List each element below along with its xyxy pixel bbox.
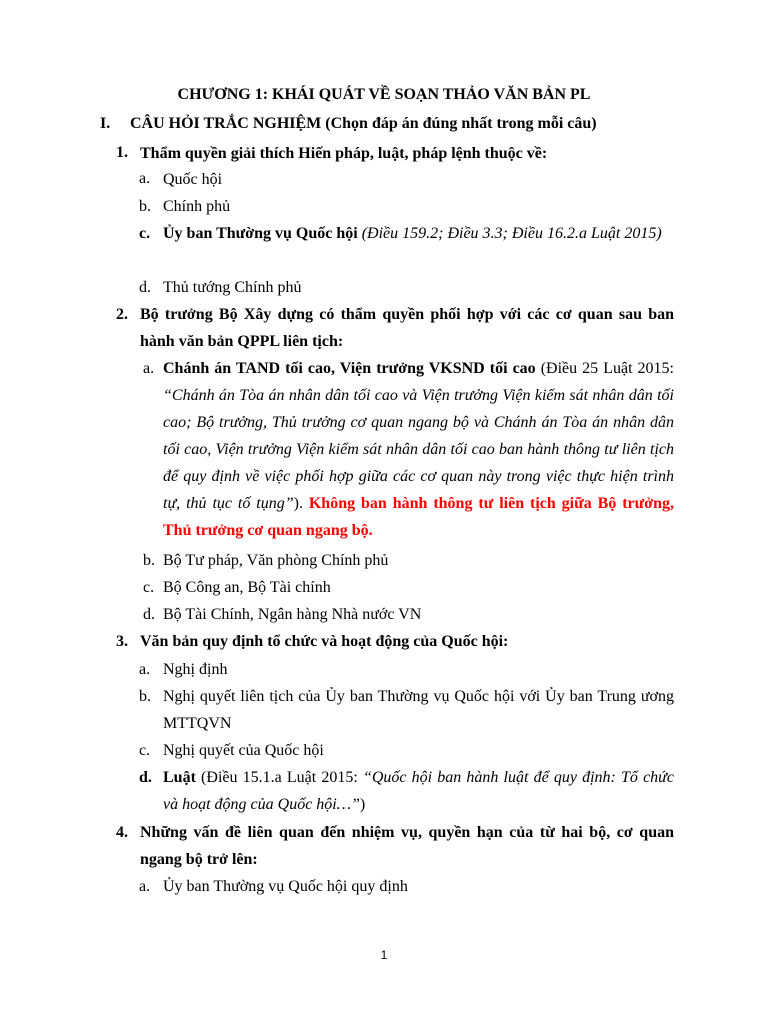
q3-option-d-ref-close: ) [359,796,366,813]
question-1-text: Thẩm quyền giải thích Hiến pháp, luật, pháp lệnh thuộc về: [140,145,548,162]
q2-option-d-letter: d. [143,606,155,623]
q1-option-c-letter: c. [139,225,151,242]
q3-option-d-ref-open: (Điều 15.1.a Luật 2015: [195,769,363,786]
q2-option-a-quote: “Chánh án Tòa án nhân dân tối cao và Viện trưởng Viện kiểm sát nhân dân tối cao; Bộ trưởng, Thủ trưởng cơ quan ngang bộ và Chánh án Tòa án nhân dân tối cao, Viện trưởng Viện kiểm sát nhân dân tối cao ban hành thông tư liên tịch để quy định về việc phối hợp giữa các cơ quan này trong việc thực hiện trình tự, thủ tục tố tụng” [163,387,674,512]
q1-option-c-answer: Ủy ban Thường vụ Quốc hội [163,225,358,242]
q2-option-a-ref-close: ). [293,495,309,512]
q1-option-a-letter: a. [139,170,151,187]
q1-option-d-text: Thủ tướng Chính phủ [163,279,302,296]
q2-option-d-text: Bộ Tài Chính, Ngân hàng Nhà nước VN [163,606,422,623]
q2-option-a-ref-open: (Điều 25 Luật 2015: [535,360,674,377]
section-title: CÂU HỎI TRẮC NGHIỆM (Chọn đáp án đúng nhất trong mỗi câu) [130,115,597,132]
q3-option-d-quote: “Quốc hội ban hành luật để quy định: Tổ chức và hoạt động của Quốc hội…” [163,769,674,813]
q4-option-a-text: Ủy ban Thường vụ Quốc hội quy định [163,878,408,895]
q1-option-c-text [163,220,674,247]
question-3-number: 3. [116,633,128,650]
q2-option-a-answer: Chánh án TAND tối cao, Viện trưởng VKSND tối cao [163,360,536,377]
question-2-number: 2. [116,306,128,323]
question-3-text: Văn bản quy định tổ chức và hoạt động của Quốc hội: [140,633,509,650]
q3-option-d-letter: d. [139,769,152,786]
q2-option-b-letter: b. [143,552,155,569]
q2-option-a-text [163,355,674,544]
q3-option-a-letter: a. [139,661,151,678]
question-4-text: Những vấn đề liên quan đến nhiệm vụ, quyền hạn của từ hai bộ, cơ quan ngang bộ trở lên: [140,824,674,868]
q2-option-a-red-note: Không ban hành thông tư liên tịch giữa Bộ trưởng, Thủ trưởng cơ quan ngang bộ. [163,495,675,539]
q1-option-c-note: (Điều 159.2; Điều 3.3; Điều 16.2.a Luật 2015) [361,225,662,242]
q1-option-a-text: Quốc hội [163,171,223,188]
q3-option-c-letter: c. [139,742,151,759]
page-number: 1 [380,948,388,962]
question-1-number: 1. [116,144,128,161]
q3-option-d-answer: Luật [163,769,196,786]
q3-option-d-text [163,764,674,818]
q1-option-b-letter: b. [139,198,151,215]
q3-option-c-text: Nghị quyết của Quốc hội [163,742,324,759]
q1-option-d-letter: d. [139,279,151,296]
question-2-text: Bộ trưởng Bộ Xây dựng có thẩm quyền phối hợp với các cơ quan sau ban hành văn bản QPPL liên tịch: [140,306,674,350]
q3-option-b-letter: b. [139,688,151,705]
q2-option-b-text: Bộ Tư pháp, Văn phòng Chính phủ [163,552,389,569]
q4-option-a-letter: a. [139,878,151,895]
q1-option-b-text: Chính phủ [163,198,231,215]
chapter-title: CHƯƠNG 1: KHÁI QUÁT VỀ SOẠN THẢO VĂN BẢN PL [177,86,591,103]
section-number: I. [100,115,111,132]
q2-option-c-text: Bộ Công an, Bộ Tài chính [163,579,331,596]
q3-option-b-text: Nghị quyết liên tịch của Ủy ban Thường vụ Quốc hội với Ủy ban Trung ương MTTQVN [163,688,674,732]
q2-option-a-letter: a. [143,360,155,377]
question-4-number: 4. [116,824,128,841]
q2-option-c-letter: c. [143,579,155,596]
q3-option-a-text: Nghị định [163,661,228,678]
